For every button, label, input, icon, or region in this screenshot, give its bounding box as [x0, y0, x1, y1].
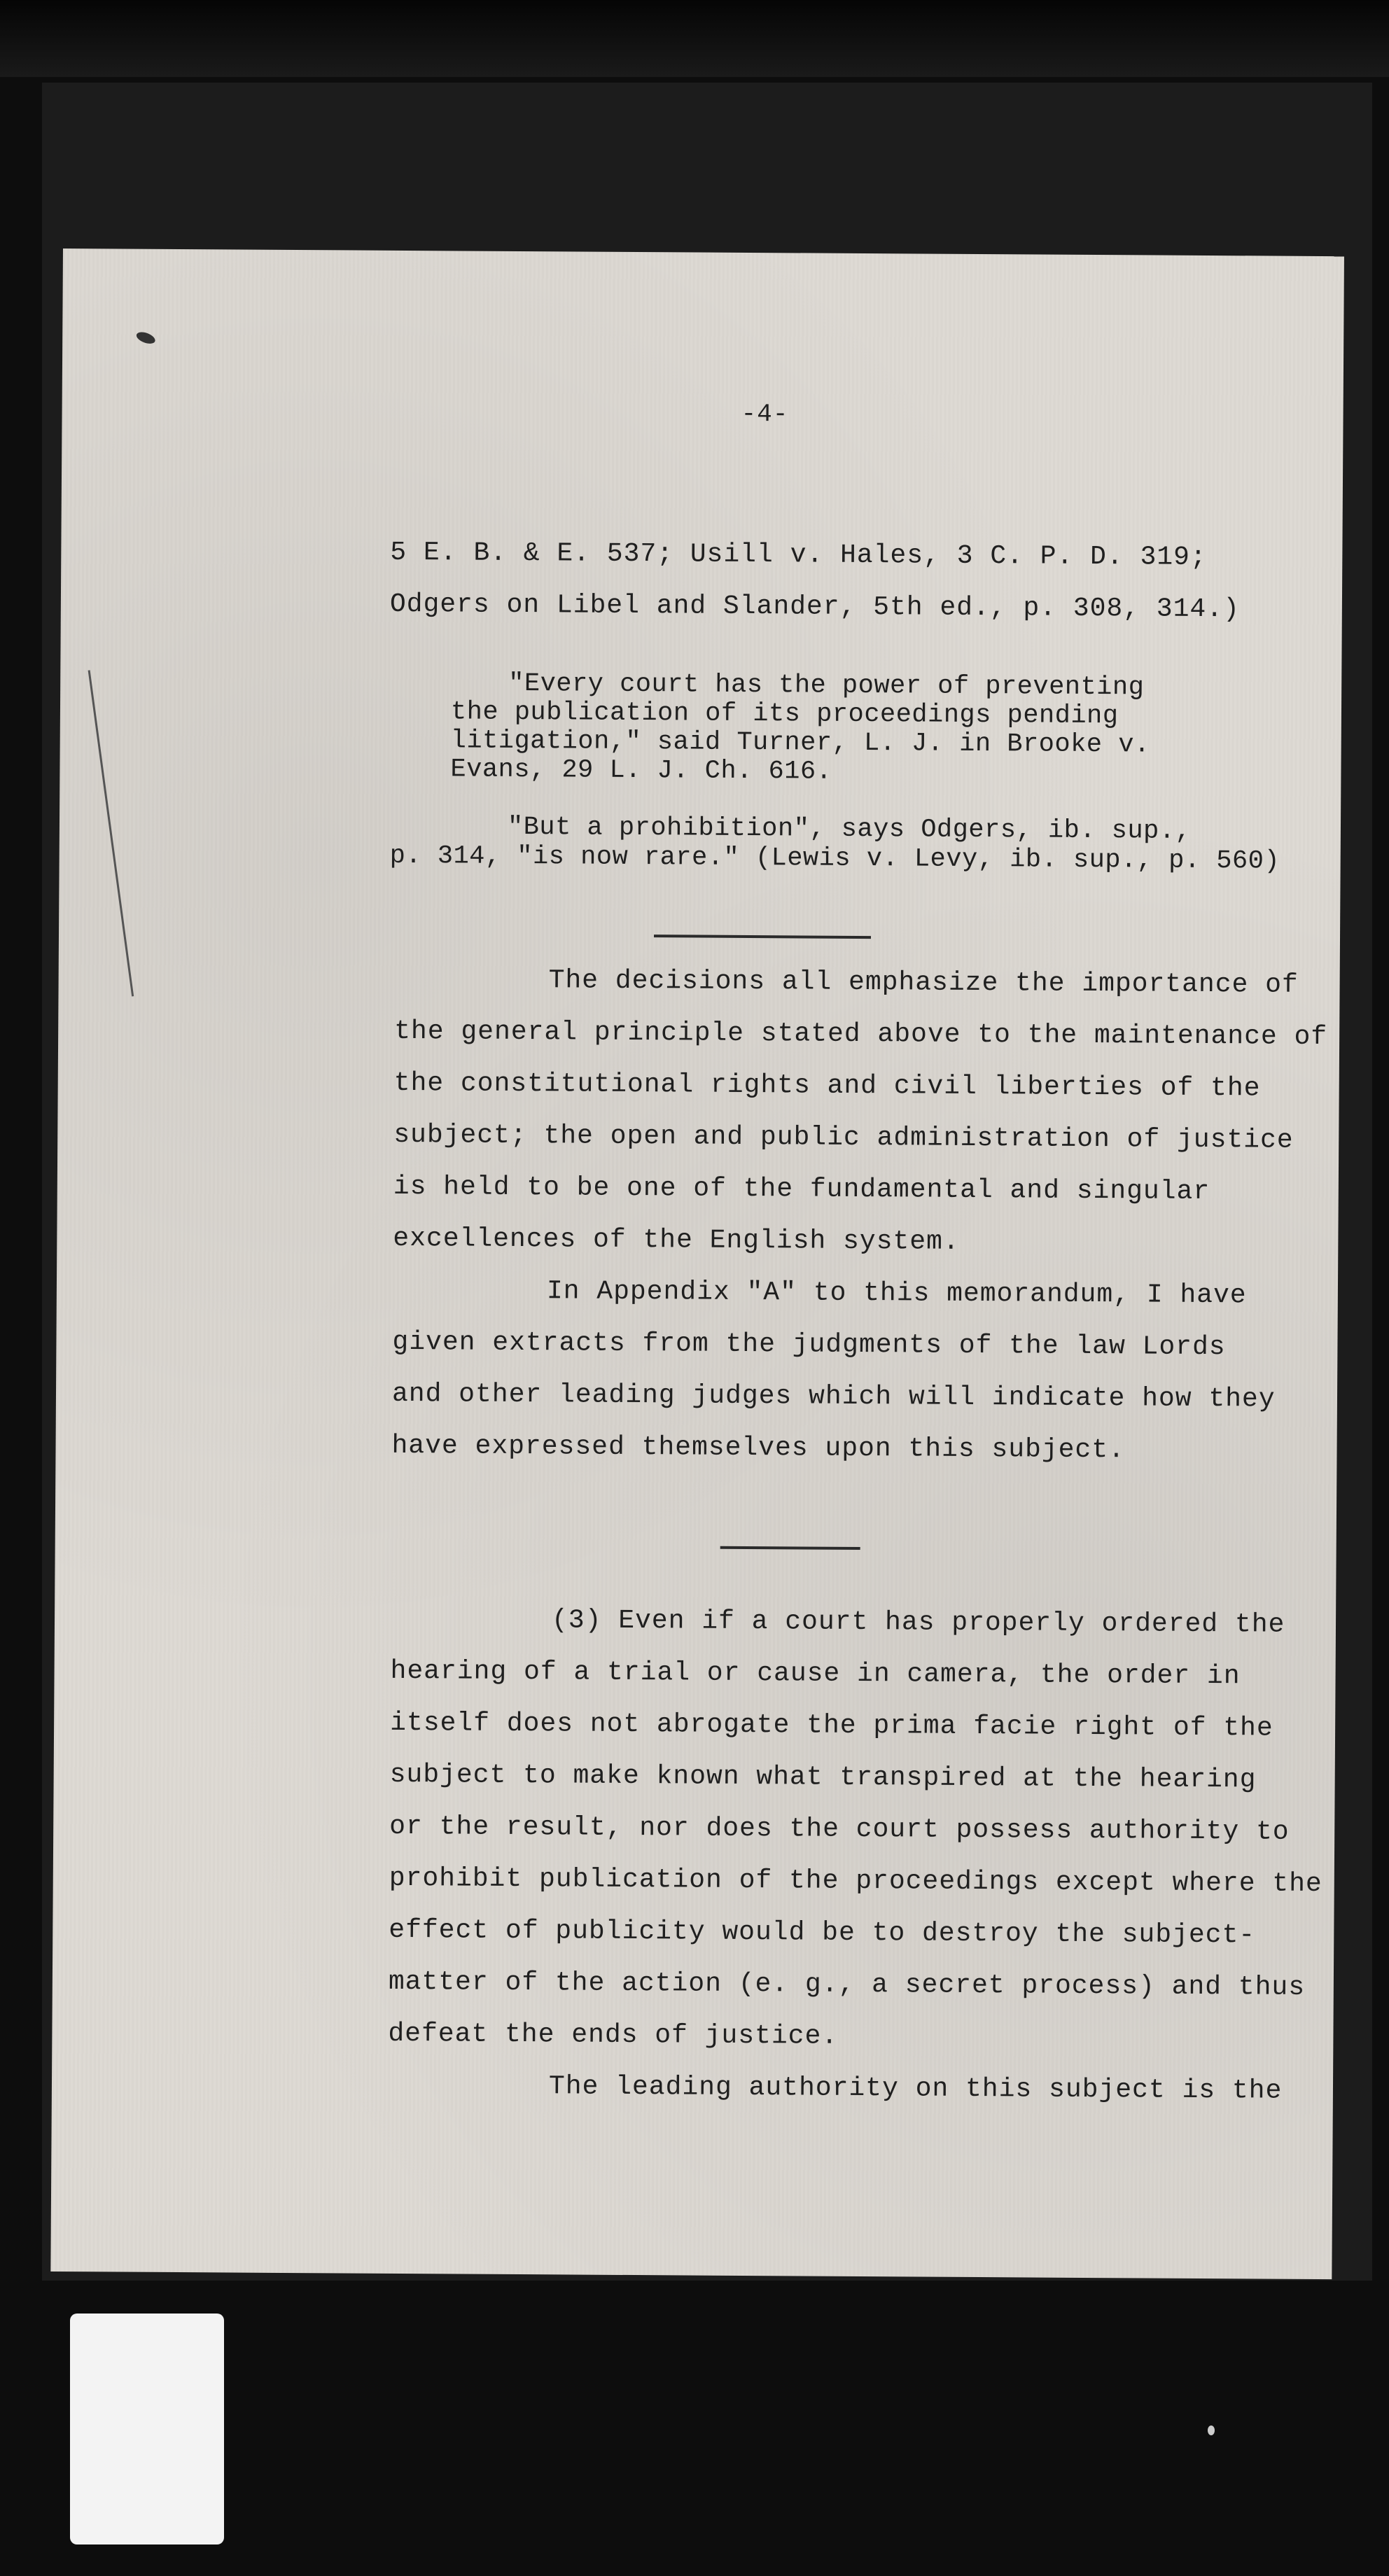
film-speck [1208, 2426, 1215, 2435]
quote-line: "But a prohibition", says Odgers, ib. sup., [507, 812, 1192, 846]
paragraph-line: given extracts from the judgments of the law Lords [392, 1326, 1226, 1363]
paragraph-line: subject; the open and public administration of justice [393, 1119, 1294, 1156]
paragraph-line: defeat the ends of justice. [388, 2018, 839, 2052]
section-divider [720, 1546, 860, 1550]
paragraph-line: prohibit publication of the proceedings except where the [389, 1863, 1322, 1900]
margin-pencil-mark [88, 670, 134, 996]
quote-line: litigation," said Turner, L. J. in Brooke v. [450, 726, 1150, 760]
paragraph-line: subject to make known what transpired at the hearing [389, 1759, 1257, 1795]
paragraph-line: In Appendix "A" to this memorandum, I have [546, 1276, 1247, 1311]
quote-line: Evans, 29 L. J. Ch. 616. [450, 755, 832, 787]
section-divider [654, 934, 871, 939]
paragraph-line: The leading authority on this subject is the [548, 2071, 1283, 2106]
paragraph-line: hearing of a trial or cause in camera, the order in [390, 1656, 1241, 1692]
quote-line: "Every court has the power of preventing [508, 668, 1145, 703]
paragraph-line: effect of publicity would be to destroy the subject- [389, 1914, 1256, 1951]
paragraph-line: itself does not abrogate the prima facie right of the [390, 1707, 1273, 1744]
paragraph-line: (3) Even if a court has properly ordered the [551, 1605, 1285, 1640]
page-number: -4- [741, 399, 789, 429]
paragraph-line: excellences of the English system. [393, 1223, 960, 1257]
quote-line: p. 314, "is now rare." (Lewis v. Levy, ib. sup., p. 560) [389, 841, 1280, 876]
citation-line: Odgers on Libel and Slander, 5th ed., p. 308, 314.) [389, 589, 1241, 625]
paragraph-line: or the result, nor does the court possess authority to [389, 1811, 1290, 1847]
paragraph-line: and other leading judges which will indicate how they [391, 1378, 1276, 1415]
paragraph-line: have expressed themselves upon this subject. [391, 1430, 1126, 1466]
paragraph-line: the general principle stated above to the maintenance of [394, 1016, 1328, 1053]
paragraph-line: The decisions all emphasize the importance of [548, 965, 1299, 1000]
film-label-card [70, 2314, 224, 2544]
paragraph-line: the constitutional rights and civil liberties of the [393, 1068, 1261, 1104]
typewritten-page [50, 248, 1344, 2279]
quote-line: the publication of its proceedings pending [450, 697, 1119, 732]
paragraph-line: matter of the action (e. g., a secret process) and thus [388, 1966, 1306, 2003]
citation-line: 5 E. B. & E. 537; Usill v. Hales, 3 C. P. D. 319; [390, 537, 1207, 573]
paragraph-line: is held to be one of the fundamental and singular [393, 1171, 1210, 1208]
margin-pencil-mark [135, 330, 157, 346]
film-edge-top [0, 0, 1389, 77]
